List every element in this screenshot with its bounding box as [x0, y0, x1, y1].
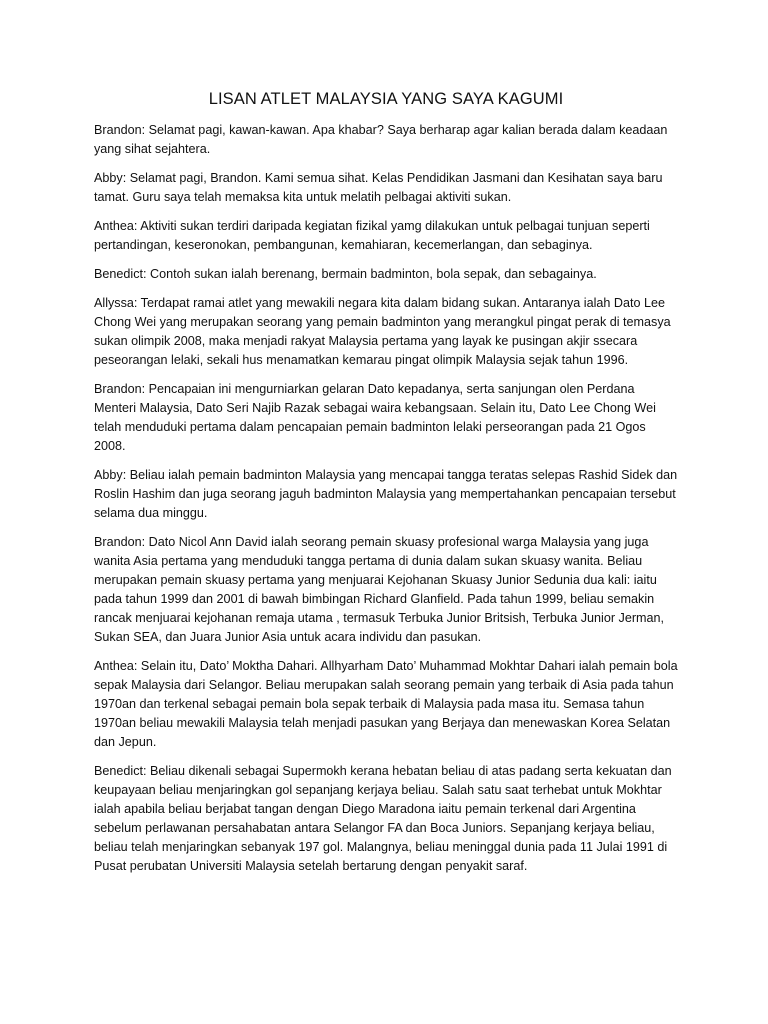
paragraph: Brandon: Pencapaian ini mengurniarkan gelaran Dato kepadanya, serta sanjungan olen Perdana Menteri Malaysia, Dato Seri Najib Razak sebagai waira kebangsaan. Selain itu, Dato Lee Chong Wei telah menduduki pertama dalam pencapaian pemain badminton lelaki perseorangan pada 21 Ogos 2008. — [94, 382, 656, 453]
document-title: LISAN ATLET MALAYSIA YANG SAYA KAGUMI — [208, 90, 564, 108]
paragraph: Brandon: Selamat pagi, kawan-kawan. Apa khabar? Saya berharap agar kalian berada dalam keadaan yang sihat sejahtera. — [94, 123, 668, 156]
paragraph: Allyssa: Terdapat ramai atlet yang mewakili negara kita dalam bidang sukan. Antaranya ialah Dato Lee Chong Wei yang merupakan seorang yang pemain badminton yang merangkul pingat perak di temasya sukan olimpik 2008, maka menjadi rakyat Malaysia pertama yang layak ke pusingan akjir ssecara peseorangan lelaki, sekali hus menamatkan kemarau pingat olimpik Malaysia sejak tahun 1996. — [94, 296, 671, 367]
paragraph: Brandon: Dato Nicol Ann David ialah seorang pemain skuasy profesional warga Malaysia yang juga wanita Asia pertama yang menduduki tangga pertama di dunia dalam sukan skuasy wanita. Beliau merupakan pemain skuasy pertama yang menjuarai Kejohanan Skuasy Junior Sedunia dua kali: iaitu pada tahun 1999 dan 2001 di bawah bimbingan Richard Glanfield. Pada tahun 1999, beliau semakin rancak menjuarai kejohanan remaja utama , termasuk Terbuka Junior Britsish, Terbuka Junior Jerman, Sukan SEA, dan Juara Junior Asia untuk acara individu dan pasukan. — [94, 535, 665, 644]
paragraph: Abby: Selamat pagi, Brandon. Kami semua sihat. Kelas Pendidikan Jasmani dan Kesihatan saya baru tamat. Guru saya telah memaksa kita untuk melatih pelbagai aktiviti sukan. — [94, 171, 663, 204]
paragraph: Anthea: Selain itu, Dato’ Moktha Dahari. Allhyarham Dato’ Muhammad Mokhtar Dahari ialah pemain bola sepak Malaysia dari Selangor. Beliau merupakan salah seorang pemain yang terbaik di Asia pada tahun 1970an dan terkenal sebagai pemain bola sepak terbaik di Malaysia pada masa itu. Semasa tahun 1970an beliau mewakili Malaysia telah menjadi pasukan yang Berjaya dan menewaskan Korea Selatan dan Jepun. — [94, 659, 678, 749]
paragraph: Benedict: Beliau dikenali sebagai Supermokh kerana hebatan beliau di atas padang serta kekuatan dan keupayaan beliau menjaringkan gol sepanjang kerjaya beliau. Salah satu saat terhebat untuk Mokhtar ialah apabila beliau berjabat tangan dengan Diego Maradona iaitu pemain terkenal dari Argentina sebelum perlawanan persahabatan antara Selangor FA dan Boca Juniors. Sepanjang kerjaya beliau, beliau telah menjaringkan sebanyak 197 gol. Malangnya, beliau meninggal dunia pada 11 Julai 1991 di Pusat perubatan Universiti Malaysia setelah bertarung dengan penyakit saraf. — [94, 764, 672, 873]
paragraph: Anthea: Aktiviti sukan terdiri daripada kegiatan fizikal yamg dilakukan untuk pelbagai tunjuan seperti pertandingan, keseronokan, pembangunan, kemahiaran, kecemerlangan, dan sebaginya. — [94, 219, 650, 252]
paragraph: Abby: Beliau ialah pemain badminton Malaysia yang mencapai tangga teratas selepas Rashid Sidek dan Roslin Hashim dan juga seorang jaguh badminton Malaysia yang mempertahankan pencapaian tersebut selama dua minggu. — [94, 468, 678, 520]
paragraph: Benedict: Contoh sukan ialah berenang, bermain badminton, bola sepak, dan sebagainya. — [94, 267, 597, 281]
